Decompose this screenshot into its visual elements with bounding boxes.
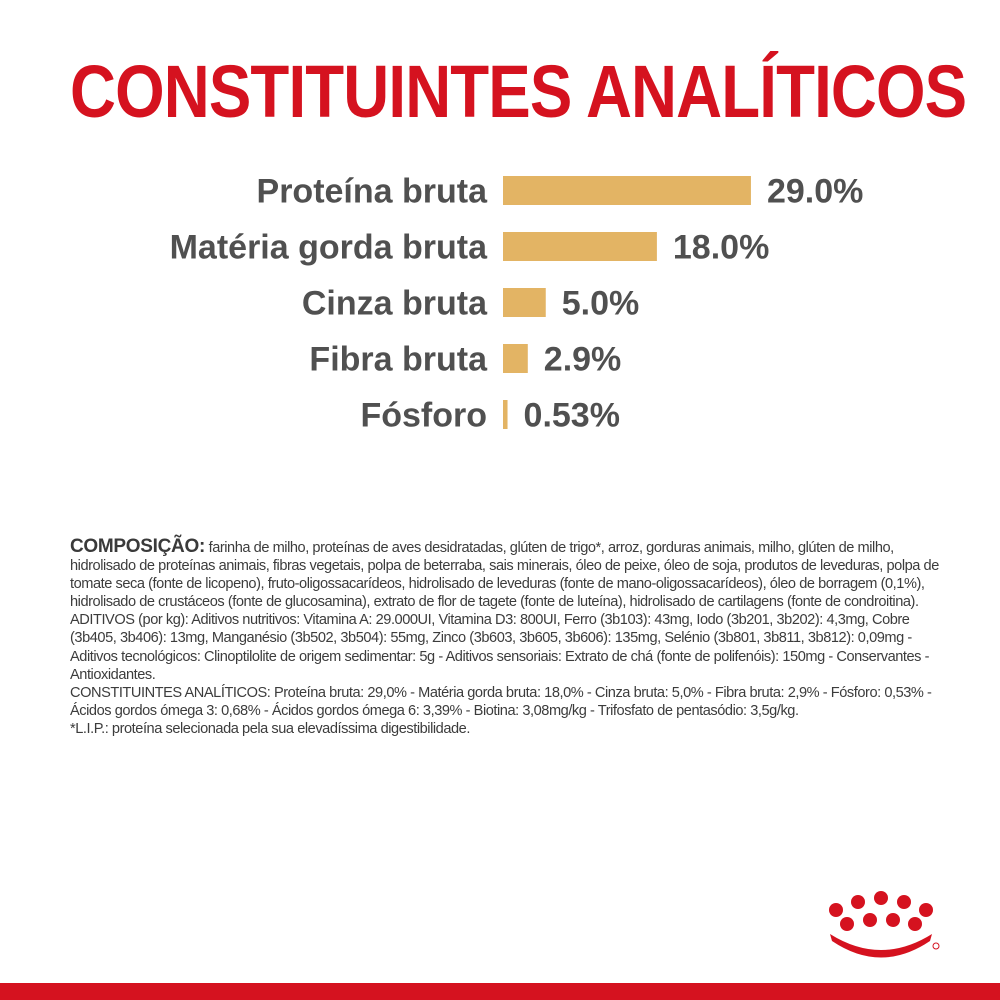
value-label: 18.0% xyxy=(672,228,770,267)
category-label: Matéria gorda bruta xyxy=(169,228,487,267)
constituents-paragraph: CONSTITUINTES ANALÍTICOS: Proteína bruta: 29,0% - Matéria gorda bruta: 18,0% - Cinza bruta: 5,0% - Fibra bruta: 2,9% - Fósforo: 0,53% - Ácidos gordos ómega 3: 0,68% - Ácidos gordos ómega 6: 3,39% - Biotina: 3,08mg/kg - Trifosfato de pentasódio: 3,5g/kg. xyxy=(70,684,932,719)
royal-canin-crown-icon xyxy=(818,888,948,958)
bar xyxy=(503,400,508,429)
page-title: CONSTITUINTES ANALÍTICOS xyxy=(70,50,967,133)
value-label: 5.0% xyxy=(561,284,640,323)
bar-chart xyxy=(0,160,1000,460)
category-label: Cinza bruta xyxy=(301,284,487,323)
bar xyxy=(503,176,751,205)
category-label: Proteína bruta xyxy=(256,172,487,211)
composition-ingredients: farinha de milho, proteínas de aves desidratadas, glúten de trigo*, arroz, gorduras animais, milho, glúten de milho, hidrolisado de proteínas animais, fibras vegetais, polpa de beterraba, sais minerais, óleo de peixe, óleo de soja, produtos de leveduras, polpa de tomate seca (fonte de licopeno), fruto-oligossacarídeos, hidrolisado de leveduras (fonte de mano-oligossacarídeos), óleo de borragem (0,1%), hidrolisado de crustáceos (fonte de glucosamina), extrato de flor de tagete (fonte de luteína), hidrolisado de cartilagens (fonte de condroitina). xyxy=(70,540,939,611)
footnote: *L.I.P.: proteína selecionada pela sua elevadíssima digestibilidade. xyxy=(70,720,470,737)
bar xyxy=(503,344,528,373)
composition-paragraph xyxy=(70,538,950,611)
bar xyxy=(503,232,657,261)
value-label: 0.53% xyxy=(523,396,620,435)
additives-paragraph: ADITIVOS (por kg): Aditivos nutritivos: Vitamina A: 29.000UI, Vitamina D3: 800UI, Ferro (3b103): 43mg, Iodo (3b201, 3b202): 4,3mg, Cobre (3b405, 3b406): 13mg, Manganésio (3b502, 3b504): 55mg, Zinco (3b603, 3b605, 3b606): 135mg, Selénio (3b801, 3b811, 3b812): 0,09mg - Aditivos tecnológicos: Clinoptilolite de origem sedimentar: 5g - Aditivos sensoriais: Extrato de chá (fonte de polifenóis): 150mg - Conservantes - Antioxidantes. xyxy=(70,612,930,683)
category-label: Fósforo xyxy=(360,396,487,435)
composition-heading: COMPOSIÇÃO: xyxy=(70,536,205,557)
value-label: 29.0% xyxy=(766,172,864,211)
composition-block xyxy=(70,538,950,738)
category-label: Fibra bruta xyxy=(309,340,487,379)
value-label: 2.9% xyxy=(543,340,622,379)
bar xyxy=(503,288,546,317)
bottom-band xyxy=(0,983,1000,1000)
